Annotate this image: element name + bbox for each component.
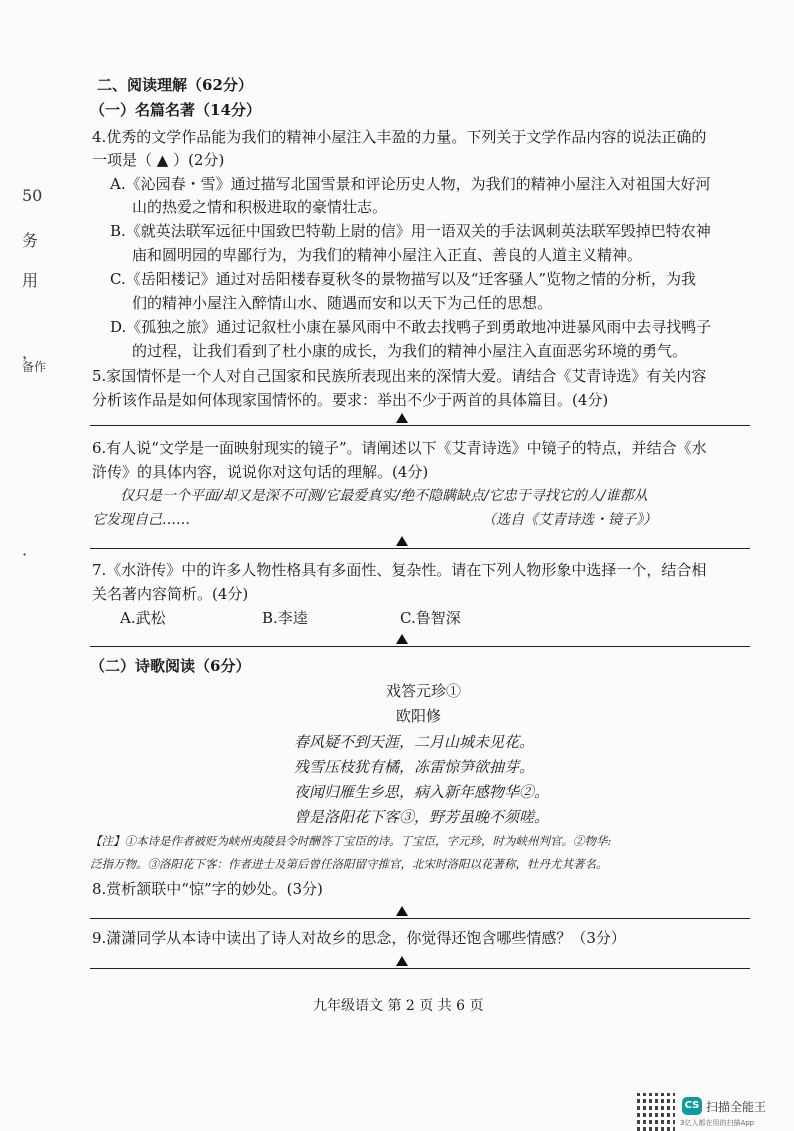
option-d-line1: D.《孤独之旅》通过记叙杜小康在暴风雨中不敢去找鸭子到勇敢地冲进暴风雨中去寻找鸭子 — [110, 318, 712, 336]
answer-line — [90, 425, 750, 426]
answer-triangle-icon — [396, 956, 408, 966]
answer-triangle-icon — [396, 634, 408, 644]
poem-title: 戏答元珍① — [386, 682, 462, 700]
option-b-line2: 庙和圆明园的卑鄙行为，为我们的精神小屋注入正直、善良的人道主义精神。 — [132, 246, 643, 264]
answer-line — [90, 646, 750, 647]
choice-likui: B.李逵 — [262, 609, 308, 627]
option-b-line1: B.《就英法联军远征中国致巴特勒上尉的信》用一语双关的手法讽刺英法联军毁掉巴特农神 — [110, 222, 711, 240]
margin-mark: 备作 — [22, 360, 47, 374]
margin-mark: 用 — [22, 271, 39, 290]
camscanner-name: 扫描全能王 — [706, 1100, 767, 1114]
poem-line: 残雪压枝犹有橘，冻雷惊笋欲抽芽。 — [294, 758, 535, 776]
camscanner-logo-icon: CS — [682, 1097, 702, 1115]
poem-author: 欧阳修 — [396, 707, 442, 725]
answer-triangle-icon — [396, 536, 408, 546]
poem-line: 春风疑不到天涯，二月山城未见花。 — [294, 733, 535, 751]
option-c-line2: 们的精神小屋注入醉情山水、随遇而安和以天下为己任的思想。 — [132, 294, 553, 312]
answer-triangle-icon — [396, 413, 408, 423]
camscanner-tagline: 3亿人都在用的扫描App — [680, 1119, 755, 1127]
question-5-line1: 5.家国情怀是一个人对自己国家和民族所表现出来的深情大爱。请结合《艾青诗选》有关内容 — [92, 367, 707, 385]
question-4-line1: 4.优秀的文学作品能为我们的精神小屋注入丰盈的力量。下列关于文学作品内容的说法正确的 — [92, 128, 707, 146]
poem-line: 曾是洛阳花下客③，野芳虽晚不须嗟。 — [294, 808, 550, 826]
answer-triangle-icon — [396, 906, 408, 916]
mirror-quote-line1: 仅只是一个平面/却又是深不可测/它最爱真实/绝不隐瞒缺点/它忠于寻找它的人/谁都从 — [120, 488, 648, 504]
page-footer: 九年级语文 第 2 页 共 6 页 — [313, 998, 484, 1014]
poem-line: 夜闻归雁生乡思，病入新年感物华②。 — [294, 783, 550, 801]
option-a-line1: A.《沁园春・雪》通过描写北国雪景和评论历史人物，为我们的精神小屋注入对祖国大好河 — [110, 175, 711, 193]
margin-mark: 50 — [22, 186, 43, 205]
question-7-line2: 关名著内容简析。(4分) — [92, 585, 249, 603]
answer-line — [90, 918, 750, 919]
answer-line — [90, 548, 750, 549]
mirror-quote-line2: 它发现自己…… — [92, 512, 190, 528]
margin-mark: 务 — [22, 231, 39, 250]
answer-line — [90, 968, 750, 969]
question-5-line2: 分析该作品是如何体现家国情怀的。要求：举出不少于两首的具体篇目。(4分) — [92, 391, 609, 409]
question-9: 9.潇潇同学从本诗中读出了诗人对故乡的思念，你觉得还饱含哪些情感？（3分） — [92, 929, 626, 947]
option-d-line2: 的过程，让我们看到了杜小康的成长，为我们的精神小屋注入直面恶劣环境的勇气。 — [132, 342, 688, 360]
margin-mark: · — [22, 545, 28, 564]
question-6-line1: 6.有人说“文学是一面映射现实的镜子”。请阐述以下《艾青诗选》中镜子的特点，并结合《水 — [92, 439, 707, 457]
poem-note-line2: 泛指万物。③洛阳花下客：作者进士及第后曾任洛阳留守推官，北宋时洛阳以花著称，牡丹尤其著名。 — [90, 857, 608, 871]
question-6-line2: 浒传》的具体内容，说说你对这句话的理解。(4分) — [92, 463, 429, 481]
section-title: 二、阅读理解（62分） — [97, 76, 253, 94]
qr-code-icon — [637, 1093, 675, 1131]
question-8: 8.赏析颔联中“惊”字的妙处。(3分) — [92, 880, 323, 898]
option-c-line1: C.《岳阳楼记》通过对岳阳楼春夏秋冬的景物描写以及“迁客骚人”览物之情的分析，为我 — [110, 270, 697, 288]
option-a-line2: 山的热爱之情和积极进取的豪情壮志。 — [132, 198, 388, 216]
part1-heading: （一）名篇名著（14分） — [90, 101, 261, 119]
question-7-line1: 7.《水浒传》中的许多人物性格具有多面性、复杂性。请在下列人物形象中选择一个，结合相 — [92, 561, 707, 579]
part2-heading: （二）诗歌阅读（6分） — [90, 657, 251, 675]
poem-note-line1: 【注】①本诗是作者被贬为峡州夷陵县令时酬答丁宝臣的诗。丁宝臣，字元珍，时为峡州判官。②物华: — [90, 834, 612, 848]
question-4-line2: 一项是（ ▲ ）(2分) — [92, 151, 225, 169]
margin-mark: ， — [22, 343, 39, 362]
choice-luzhishen: C.鲁智深 — [400, 609, 461, 627]
quote-source: （选自《艾青诗选・镜子》） — [482, 512, 657, 528]
choice-wusong: A.武松 — [120, 609, 166, 627]
